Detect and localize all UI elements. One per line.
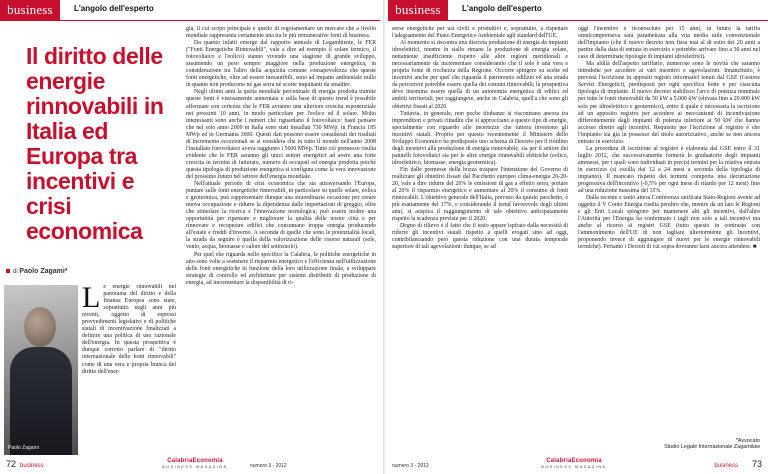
text-column-4 <box>578 26 760 438</box>
column-label: L'angolo dell'esperto <box>74 4 154 13</box>
text-column-1 <box>82 284 176 450</box>
intro-text: e energie rinnovabili nel panorama del diritto e della finanza Europea sono state, soprattutto negli anni più recenti, oggetto di espressi provvedimenti legislativi e di politiche statali di incentivazione finalizzati a definire una politica di uso razionale dell'energia. In questa prospettiva è dunque corretto parlare di "diritto internazionale delle fonti rinnovabili" come di una vera e propria branca del diritto dell'ener- <box>82 284 176 375</box>
author-photo <box>4 285 78 455</box>
right-page <box>384 0 768 474</box>
magazine-subtitle: BUSINESS MAGAZINE <box>541 465 607 469</box>
issue-number: numero 3 - 2012 <box>250 463 287 469</box>
page-number-right: 73 <box>751 459 762 469</box>
paragraph: Da quanto infatti emerge dal rapporto annuale di Legambiente, le FER ("Fonti Energetiche Rinnovabili", vale a dire ad esempio il solare termico, il fotovoltaico e l'eolico) stanno vivendo una stagione di grande sviluppo, assumendo un peso sempre maggiore nella produzione energetica, in considerazione tra l'altro della acquisita comune consapevolezza che queste fonti energetiche, oltre ad essere inesauribili, sono ad impatto ambientale nullo in quanto non producono né gas serra né scorie inquinanti da smaltire. <box>186 40 376 89</box>
header-rule <box>0 20 380 21</box>
section-tab: business <box>0 0 60 20</box>
paragraph: Dalla recente e tanto attesa Conferenza unificata Stato-Regioni avente ad oggetto il V Conto Energia risulta peraltro che, mentre da un lato le Regioni e gli Enti Locali spingono per mantenere alti gli incentivi, dall'altro l'Autorità per l'Energia ha confermato i tagli non solo a tali incentivi ma anche al ricorso ai registri GSE (tutto questo in contrasto con l'ammonimento dell'UE di non tagliare ulteriormente gli incentivi, proponendo invece di aggiungere di nuovi per le energie rinnovabili termiche). Pertanto i Decreti di cui sopra dovranno farsi ancora attendere. ■ <box>578 195 760 251</box>
paragraph: sorse energetiche per usi civili e produttivi e, soprattutto, a rispettare l'adeguamento del Piano Energetico Ambientale agli standard dell'UE. <box>392 26 568 40</box>
intro-paragraph <box>82 284 176 376</box>
author-photo-body <box>10 347 72 455</box>
paragraph: Per quel che riguarda nello specifico la Calabria, le politiche energetiche in atto sono volte a sostenere il risparmio energetico e l'efficienza nell'utilizzazione delle fonti energetiche in funzione della loro utilizzazione finale, a sviluppare strategie di controllo ed architetture per sistemi distribuiti di produzione di energia, ad incrementare la disponibilità di ri- <box>186 251 376 286</box>
byline-prefix: di <box>13 269 18 275</box>
paragraph: Al momento si riscontra una discreta produzione di energia da impianti idroelettrici, mentre in stallo rimane la produzione di energia solare, nettamente insufficiente rispetto alle altre regioni meridionali e necessariamente da incrementare considerando che il sole è una vera e propria fonte di ricchezza della Regione. Occorre spingere su scelte ed incentivi anche per quel che riguarda il patrimonio edilizio ed una strada da percorrere potrebbe essere quella dei comuni rinnovabili; la prospettiva deve insomma essere quella di un autonomia energetica di edifici ed ambiti territoriali, per raggiungere, anche in Calabria, quell'a che sono gli obiettivi fissati al 2020. <box>392 40 568 110</box>
byline <box>6 268 176 278</box>
issue-number: numero 3 - 2012 <box>392 463 429 469</box>
header-rule <box>388 20 768 21</box>
paragraph: Tuttavia, in generale, non poche titubanze si riscontrano ancora tra imprenditori e privati cittadini che si approcciano a questo tipo di energie, specialmente con riguardo alle incertezze che tuttora investono gli incentivi statali. Proprio per questo recentemente il Ministero dello Sviluppo Economico ha predisposto uno schema di Decreto per il riordino degli incentivi alla produzione di energia rinnovabile, sia per il settore dei pannelli fotovoltaici sia per le altre energie rinnovabili elettriche (eolico, idroelettrico, biomasse, energia geotermica). <box>392 110 568 166</box>
footer-left <box>0 456 384 474</box>
author-name: Paolo Zagami <box>19 268 65 275</box>
author-photo-head <box>24 307 56 347</box>
footer-right <box>384 456 768 474</box>
footer-section: business <box>20 463 44 469</box>
paragraph: Negli ultimi anni la quota mondiale percentuale di energia prodotta tramite queste fonti è vistosamente aumentata e sulla base di questo trend è possibile affermare con certezza che le FER avranno una ulteriore crescita esponenziale nei prossimi 10 anni, in modo particolare per l'eolico ed il solare. Molto interessanti sono anche i numeri che riguardano il fotovoltaico: basti pensare che nel solo anno 2009 in Italia sono stati installati 730 MWp, in Francia 185 MWp ed in Germania 3000. Questi dati possono essere considerati dei risultati di incremento eccezionali se si considera che in tutto il mondo nell'anno 2008 l'installato fotovoltaico aveva raggiunto i 5600 MWp. Tutto ciò premesso risulta evidente che le FER saranno gli unici settori energetici ad avere una forte crescita in termini di fatturato, numero di occupati ed energia prodotta poiché questa tipologia di produzione energetica si configura come la vera innovazione del prossimo futuro nel settore dell'energia mondiale. <box>186 89 376 180</box>
page-number-left: 72 <box>6 459 17 469</box>
paragraph: gia, il cui scopo principale è quello di regolamentare un mercato che a livello mondiale rappresenta certamente una tra le più remunerative fonti di business. <box>186 26 376 40</box>
text-column-3 <box>392 26 568 454</box>
footer-section: business <box>714 463 738 469</box>
magazine-name: CalabriaEconomia <box>167 458 223 464</box>
author-note-mark: * <box>64 268 68 275</box>
header-left <box>0 0 384 20</box>
paragraph: La procedura di iscrizione al registro è elaborata dal GSE entro il 31 luglio 2012, che successivamente formerà le graduatorie degli impianti ammessi, per i quali sono individuati in precisi termini per la relativa entrata in esercizio (si oscilla dai 12 a 24 mesi a seconda della tipologia di impianto). Il mancato rispetto dei termini comporta una decurtazione progressiva dell'incentivo (-0,5% per ogni mese di ritardo per 12 mesi) fino ad una riduzione massima del 15%. <box>578 145 760 195</box>
paragraph: Ma aldilà dell'aspetto tariffario, numerose sono le novità che saranno introdotte per accedere ai vari incentivi e agevolazioni. Innanzitutto, è prevista l'iscrizione in appositi registri informatici tenuti dal GSE (Gestore Servizi Energetici), predisposti per ogni specifica fonte e per ciascuna tipologia di impianto. Il nuovo decreto stabilisce l'arco di potenza nominale per tutte le fonti rinnovabili da 50 kW a 5.000 kW (elevata fino a 20.000 kW solo per idroelettrico e geotermico), entro il quale è necessaria la iscrizione ad un apposito registro per accedere ai meccanismi di incentivazione differentemente dagli impianti di potenza inferiore ai 50 kW che hanno accesso diretto agli incentivi. Requisito per l'iscrizione al registro è che l'impianto sia già in possesso del titolo autorizzativo, anche se non ancora entrato in esercizio. <box>578 61 760 145</box>
author-footnote-role: *Avvocato <box>735 438 760 444</box>
paragraph: Degno di rilievo è il fatto che il testo appare ispirato dalla necessità di ridurre gli incentivi statali rispetto a quelli erogati sino ad oggi, contribilanciando però questa riduzione con una durata temporale superiore di tali agevolazioni: dunque, se ad <box>392 223 568 251</box>
author-footnote-firm: Studio Legale Internazionale Zagamilaw <box>664 444 760 451</box>
text-column-2 <box>186 26 376 454</box>
paragraph: Fin dalle premesse della bozza traspare l'intenzione del Governo di realizzare gli obiettivi fissati dal Pacchetto europeo clima-energia 20-20-20, vale a dire ridurre del 20% le emissioni di gas a effetto serra, portare al 20% il risparmio energetico e aumentare al 20% il consumo di fonti rinnovabili. L'obiettivo generale dell'Italia, previsto da questo pacchetto, è più esattamente del 17%, e considerando il trend favorevole degli ultimi anni, si auspica il raggiungimento di tale obiettivo anticipatamente rispetto la scadenza prevista per il 2020. <box>392 166 568 223</box>
paragraph: oggi l'incentivo è riconosciuto per 15 anni, in futuro la tariffa omnicomprensiva sarà parametrata alla vita media utile convenzionale dell'impianto (che il nuovo decreto non fissa mai al di sotto dei 20 anni a partire dalla data di entrata in esercizio e potrebbe arrivare fino a 30 anni nel caso di determinate tipologie di impianti idroelettrici). <box>578 26 760 61</box>
dropcap: L <box>82 284 101 314</box>
magazine-subtitle: BUSINESS MAGAZINE <box>162 465 228 469</box>
paragraph: Nell'attuale periodo di crisi economica che sta attraversando l'Europa, puntare sulle fonti energetiche rinnovabili, in particolare su quelle solare, eolica e geotermica, può rappresentare dunque una straordinaria occasione per creare nuova occupazione e ridurre la dipendenza dalle importazioni di greggio, oltre che stimolare la ricerca e l'innovazione tecnologica; può essere inoltre una opportunità per ripensare e migliorare la qualità delle nostre città e per rinnovare e recuperare edifici che consumano troppa energia producendo all'estate e freddi d'inverno. A seconda di quelle che sono le potenzialità locali, la strada da seguire è quella della valorizzazione delle risorse naturali (sole, vento, acqua, biomasse e calore del sottosuolo). <box>186 181 376 251</box>
photo-caption: Paolo Zagami <box>8 445 39 451</box>
magazine-logo <box>534 458 614 470</box>
header-right <box>384 0 768 20</box>
article-title: Il diritto delle energie rinnovabili in Italia ed Europa tra incentivi e crisi economica <box>26 43 164 244</box>
byline-marker <box>6 269 10 273</box>
magazine-logo <box>155 458 235 470</box>
magazine-name: CalabriaEconomia <box>546 458 602 464</box>
author-footnote <box>578 438 760 451</box>
column-label: L'angolo dell'esperto <box>462 4 542 13</box>
section-tab: business <box>388 0 448 20</box>
